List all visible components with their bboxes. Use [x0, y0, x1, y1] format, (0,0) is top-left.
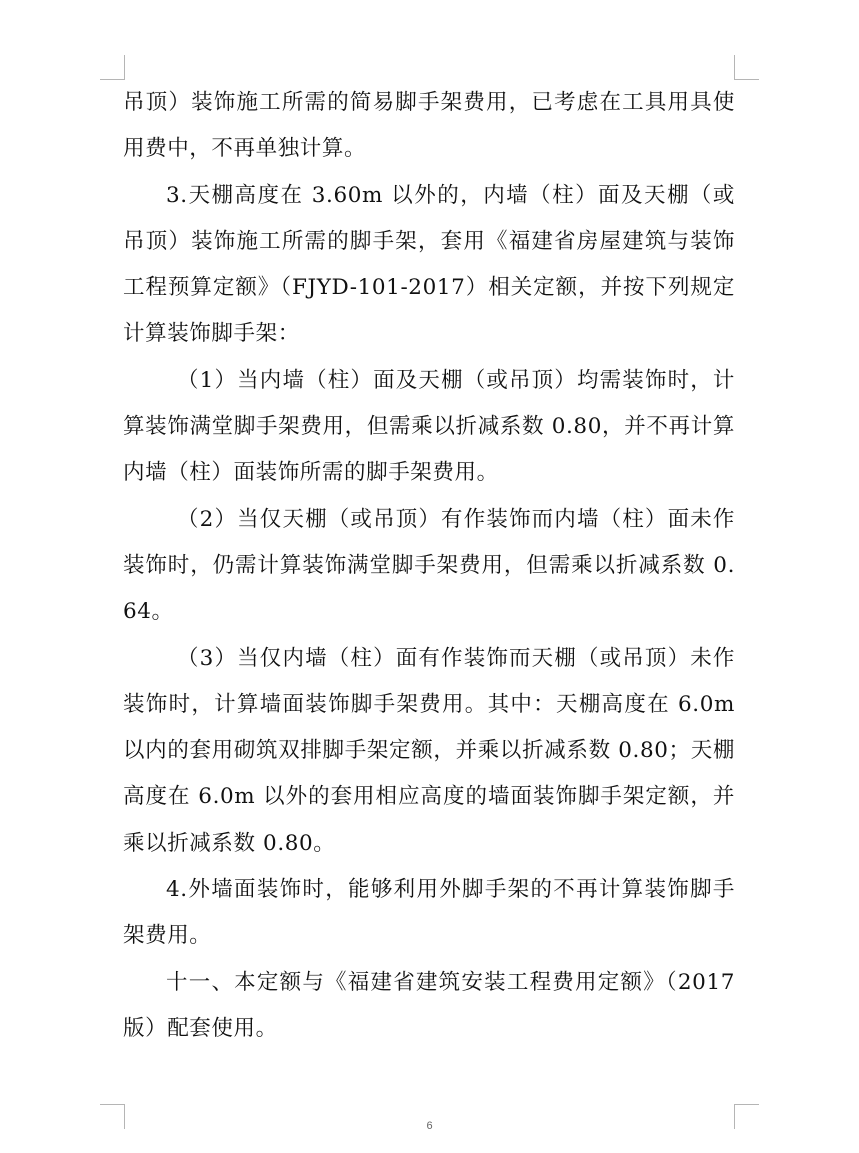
paragraph-section-11: 十一、本定额与《福建省建筑安装工程费用定额》（2017 版）配套使用。 [123, 969, 735, 1041]
paragraph-continuation: 吊顶）装饰施工所需的简易脚手架费用，已考虑在工具用具使用费中，不再单独计算。 [123, 90, 735, 162]
paragraph-item-3: 3.天棚高度在 3.60m 以外的，内墙（柱）面及天棚（或吊顶）装饰施工所需的脚手架，套用《福建省房屋建筑与装饰工程预算定额》（FJYD-101-2017）相关定额，并按下列规定计算装饰脚手架： [123, 182, 735, 347]
paragraph-item-4: 4.外墙面装饰时，能够利用外脚手架的不再计算装饰脚手架费用。 [123, 877, 735, 949]
page-number: 6 [426, 1120, 433, 1132]
crop-mark-top-right [734, 55, 759, 80]
paragraph-subitem-3: （3）当仅内墙（柱）面有作装饰而天棚（或吊顶）未作装饰时，计算墙面装饰脚手架费用。其中：天棚高度在 6.0m 以内的套用砌筑双排脚手架定额，并乘以折减系数 0.80；天棚高度在 6.0m 以外的套用相应高度的墙面装饰脚手架定额，并乘以折减系数 0.80。 [123, 645, 735, 856]
paragraph-subitem-1: （1）当内墙（柱）面及天棚（或吊顶）均需装饰时，计算装饰满堂脚手架费用，但需乘以折减系数 0.80，并不再计算内墙（柱）面装饰所需的脚手架费用。 [123, 367, 735, 486]
crop-mark-top-left [100, 55, 125, 80]
paragraph-subitem-2: （2）当仅天棚（或吊顶）有作装饰而内墙（柱）面未作装饰时，仍需计算装饰满堂脚手架费用，但需乘以折减系数 0.64。 [123, 506, 735, 625]
document-body [123, 80, 735, 1052]
